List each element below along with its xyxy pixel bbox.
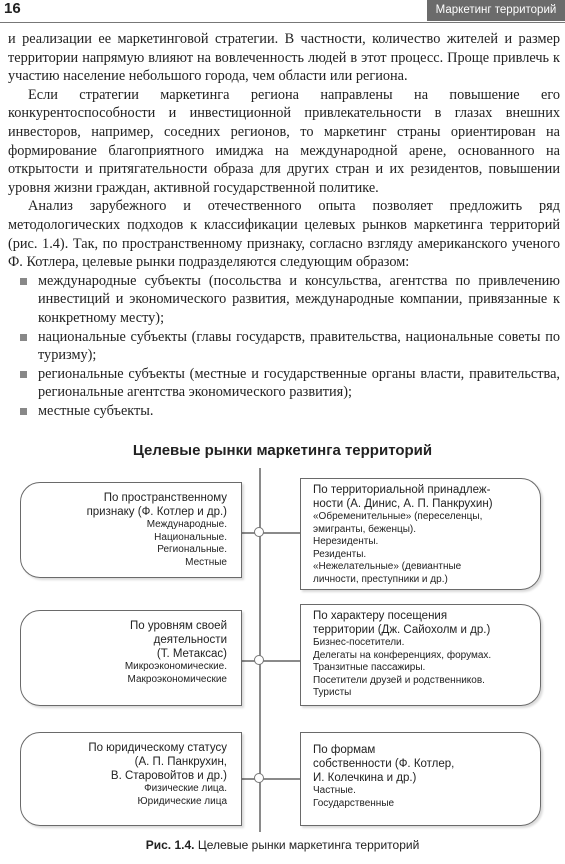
- box-heading: признаку (Ф. Котлер и др.): [86, 506, 227, 518]
- list-item-text: местные субъекты.: [38, 402, 154, 419]
- category-box-territorial: [300, 478, 541, 590]
- square-bullet-icon: [20, 278, 27, 285]
- box-heading: По характеру посещения: [313, 610, 448, 622]
- box-item: Частные.: [313, 785, 356, 796]
- page-number: 16: [4, 0, 21, 17]
- box-heading: территории (Дж. Сайохолм и др.): [313, 624, 491, 636]
- list-item: [8, 328, 560, 365]
- body-text: [8, 30, 560, 420]
- category-box-spatial: [20, 482, 242, 578]
- square-bullet-icon: [20, 408, 27, 415]
- paragraph-1: и реализации ее маркетинговой стратегии. В частности, количество жителей и размер территории напрямую влияют на вовлеченность людей в этот процесс. Проще привлечь к участию население небольшого города, чем области или региона.: [8, 31, 560, 85]
- figure-caption-label: Рис. 1.4.: [145, 838, 195, 852]
- box-item: Туристы: [313, 687, 352, 698]
- box-item: Физические лица.: [144, 783, 227, 794]
- category-box-ownership: [300, 732, 541, 826]
- box-heading: По формам: [313, 744, 376, 756]
- box-item: Региональные.: [157, 544, 227, 555]
- paragraph-2: Если стратегии маркетинга региона направлены на повышение его конкурентоспособности и инвестиционной привлекательности в глазах внешних инвесторов, например, соседних регионов, то маркетинг страны ориентирован на формирование благоприятного имиджа на международной арене, основанного на открытости и притягательности образа для других стран и их резидентов, повышении уровня жизни граждан, активной государственной политике.: [8, 86, 560, 196]
- box-heading: ности (А. Динис, А. П. Панкрухин): [313, 498, 493, 510]
- list-item-text: национальные субъекты (главы государств, правительства, национальные советы по туризму);: [38, 328, 560, 364]
- box-item: Транзитные пассажиры.: [313, 662, 426, 673]
- page-header: [0, 0, 565, 23]
- box-heading: По юридическому статусу: [88, 742, 227, 754]
- square-bullet-icon: [20, 334, 27, 341]
- box-heading: деятельности: [153, 634, 227, 646]
- box-item: «Нежелательные» (девиантные: [313, 561, 462, 572]
- category-box-visit-type: [300, 604, 541, 706]
- list-item: [8, 272, 560, 328]
- box-heading: (Т. Метаксас): [156, 648, 227, 660]
- category-box-legal-status: [20, 732, 242, 826]
- figure-caption: [0, 838, 565, 852]
- box-heading: собственности (Ф. Котлер,: [313, 758, 455, 770]
- connector-line: [242, 660, 300, 662]
- diagram-title: Целевые рынки маркетинга территорий: [132, 442, 433, 459]
- box-heading: И. Колечкина и др.): [313, 772, 417, 784]
- box-item: Национальные.: [154, 531, 227, 543]
- figure-caption-text: Целевые рынки маркетинга территорий: [197, 838, 420, 852]
- list-item: [8, 402, 560, 421]
- box-heading: По уровням своей: [129, 620, 227, 632]
- box-item: личности, преступники и др.): [313, 573, 448, 585]
- connector-node: [254, 527, 264, 537]
- box-item: Нерезиденты.: [313, 536, 379, 547]
- square-bullet-icon: [20, 371, 27, 378]
- box-heading: (А. П. Панкрухин,: [134, 756, 227, 768]
- connector-node: [254, 655, 264, 665]
- box-item: Международные.: [146, 519, 227, 530]
- paragraph-3: Анализ зарубежного и отечественного опыта позволяет предложить ряд методологических подходов к классификации целевых рынков маркетинга территорий (рис. 1.4). Так, по пространственному признаку, согласно взгляду американского ученого Ф. Котлера, целевые рынки подразделяются следующим образом:: [8, 198, 560, 271]
- box-heading: В. Старовойтов и др.): [110, 770, 227, 782]
- box-heading: По территориальной принадлеж-: [313, 484, 491, 496]
- connector-line: [242, 778, 300, 780]
- list-item-text: региональные субъекты (местные и государственные органы власти, правительства, региональные агентства экономического развития);: [38, 365, 560, 401]
- box-item: Государственные: [313, 797, 395, 809]
- bullet-list: [8, 272, 560, 421]
- box-item: Делегаты на конференциях, форумах.: [313, 649, 492, 661]
- box-item: Макроэкономические: [127, 673, 227, 685]
- box-item: Местные: [185, 556, 227, 568]
- box-item: Посетители друзей и родственников.: [313, 674, 485, 686]
- box-item: эмигранты, беженцы).: [313, 523, 417, 535]
- box-item: Бизнес-посетители.: [313, 637, 405, 648]
- box-item: «Обременительные» (переселенцы,: [313, 511, 483, 522]
- connector-line: [242, 532, 300, 534]
- list-item: [8, 365, 560, 402]
- category-box-activity-level: [20, 610, 242, 706]
- box-item: Микроэкономические.: [124, 661, 227, 672]
- box-item: Резиденты.: [313, 548, 367, 560]
- list-item-text: международные субъекты (посольства и консульства, агентства по привлечению инвестиций и экономического развития, международные компании, привязанные к конкретному месту);: [38, 272, 560, 326]
- running-title: Маркетинг территорий: [427, 0, 565, 21]
- box-heading: По пространственному: [103, 492, 227, 504]
- connector-node: [254, 773, 264, 783]
- box-item: Юридические лица: [137, 795, 227, 807]
